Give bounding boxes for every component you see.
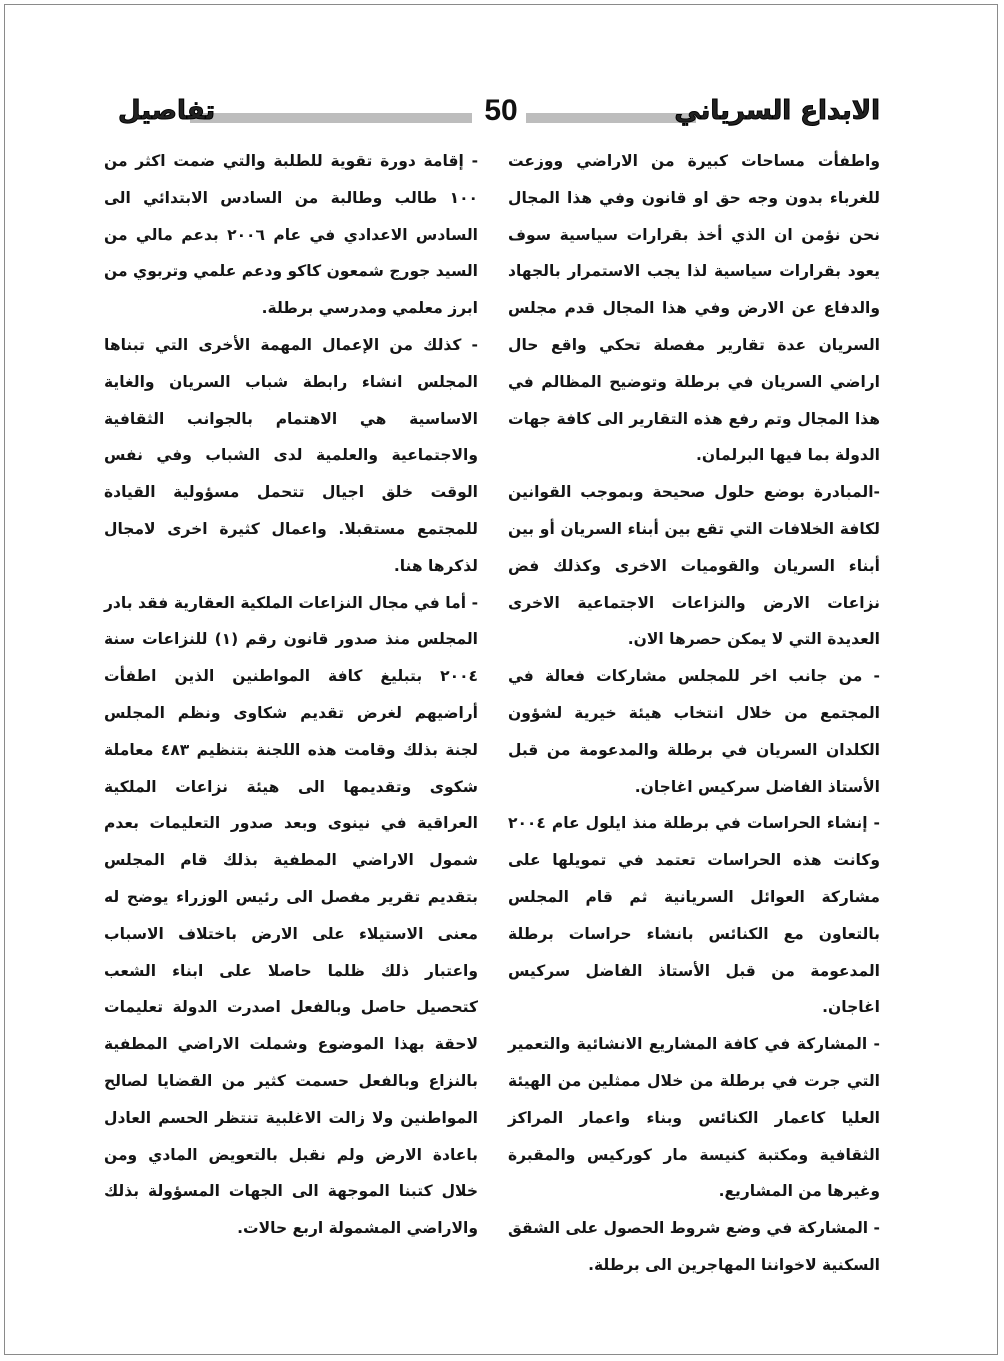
left-text-column [104, 143, 478, 1247]
section-title: تفاصيل [118, 96, 216, 126]
magazine-title: الابداع السرياني [674, 96, 880, 126]
paragraph: - كذلك من الإعمال المهمة الأخرى التي تبناها المجلس انشاء رابطة شباب السريان والغاية الاساسية هي الاهتمام بالجوانب الثقافية والاجتماعية والعلمية لدى الشباب وفي نفس الوقت خلق اجيال تتحمل مسؤولية القيادة للمجتمع مستقبلا. واعمال كثيرة اخرى لامجال لذكرها هنا. [104, 335, 478, 575]
paragraph: - إقامة دورة تقوية للطلبة والتي ضمت اكثر من ١٠٠ طالب وطالبة من السادس الابتدائي الى السادس الاعدادي في عام ٢٠٠٦ بدعم مالي من السيد جورج شمعون كاكو ودعم علمي وتربوي من ابرز معلمي ومدرسي برطلة. [104, 152, 478, 318]
right-text-column [508, 143, 880, 1284]
header-rule-left [190, 113, 472, 123]
paragraph: -المبادرة بوضع حلول صحيحة وبموجب القوانين لكافة الخلافات التي تقع بين أبناء السريان أو بين أبناء السريان والقوميات الاخرى وكذلك فض نزاعات الارض والنزاعات الاجتماعية الاخرى العديدة التي لا يمكن حصرها الان. [508, 483, 880, 649]
paragraph: واطفأت مساحات كبيرة من الاراضي ووزعت للغرباء بدون وجه حق او قانون وفي هذا المجال نحن نؤمن ان الذي أخذ بقرارات سياسية سوف يعود بقرارات سياسية لذا يجب الاستمرار بالجهاد والدفاع عن الارض وفي هذا المجال قدم مجلس السريان عدة تقارير مفصلة تحكي واقع حال اراضي السريان في برطلة وتوضيح المظالم في هذا المجال وتم رفع هذه التقارير الى كافة جهات الدولة بما فيها البرلمان. [508, 152, 880, 465]
paragraph: - المشاركة في كافة المشاريع الانشائية والتعمير التي جرت في برطلة من خلال ممثلين من الهيئة العليا كاعمار الكنائس وبناء واعمار المراكز الثقافية ومكتبة كنيسة مار كوركيس والمقبرة وغيرها من المشاريع. [508, 1035, 880, 1201]
paragraph: - من جانب اخر للمجلس مشاركات فعالة في المجتمع من خلال انتخاب هيئة خيرية لشؤون الكلدان السريان في برطلة والمدعومة من قبل الأستاذ الفاضل سركيس اغاجان. [508, 667, 880, 796]
paragraph: - المشاركة في وضع شروط الحصول على الشقق السكنية لاخواننا المهاجرين الى برطلة. [508, 1219, 880, 1274]
page-header [0, 90, 1004, 140]
header-rule-right [526, 113, 696, 123]
paragraph: - إنشاء الحراسات في برطلة منذ ايلول عام ٢٠٠٤ وكانت هذه الحراسات تعتمد في تمويلها على مشاركة العوائل السريانية ثم قام المجلس بالتعاون مع الكنائس بانشاء حراسات برطلة المدعومة من قبل الأستاذ الفاضل سركيس اغاجان. [508, 814, 880, 1017]
page-number: 50 [484, 94, 518, 127]
paragraph: - أما في مجال النزاعات الملكية العقارية فقد بادر المجلس منذ صدور قانون رقم (١) للنزاعات سنة ٢٠٠٤ بتبليغ كافة المواطنين الذين اطفأت أراضيهم لغرض تقديم شكاوى ونظم المجلس لجنة بذلك وقامت هذه اللجنة بتنظيم ٤٨٣ معاملة شكوى وتقديمها الى هيئة نزاعات الملكية العراقية في نينوى وبعد صدور التعليمات بعدم شمول الاراضي المطفية بذلك قام المجلس بتقديم تقرير مفصل الى رئيس الوزراء يوضح له معنى الاستيلاء على الارض باختلاف الاسباب واعتبار ذلك ظلما حاصلا على ابناء الشعب كتحصيل حاصل وبالفعل اصدرت الدولة تعليمات لاحقة بهذا الموضوع وشملت الاراضي المطفية بالنزاع وبالفعل حسمت كثير من القضايا لصالح المواطنين ولا زالت الاغلبية تنتظر الحسم العادل باعادة الارض ولم نقبل بالتعويض المادي ومن خلال كتبنا الموجهة الى الجهات المسؤولة بذلك والاراضي المشمولة اربع حالات. [104, 593, 479, 1238]
